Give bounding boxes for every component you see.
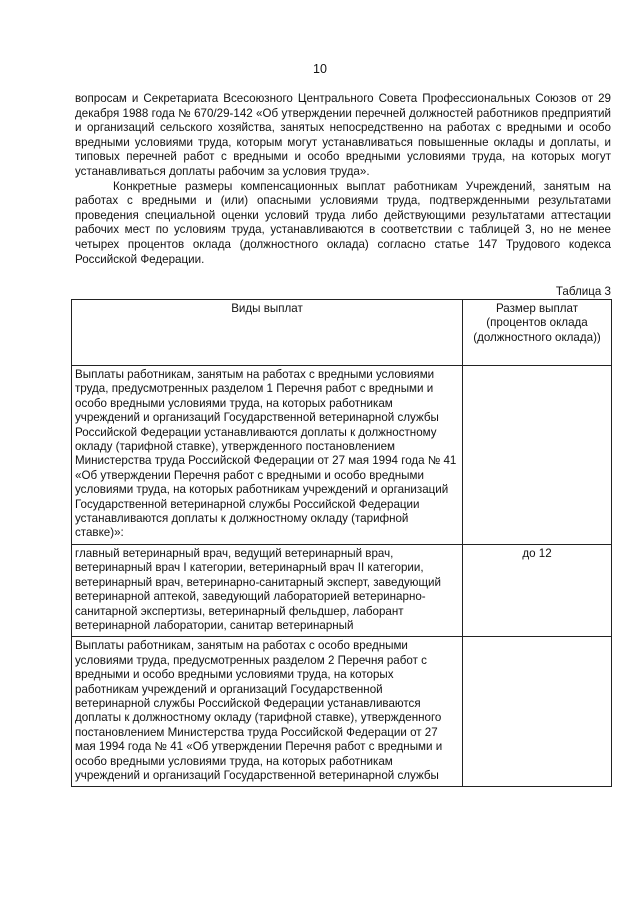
paragraph-compensation-sizes: Конкретные размеры компенсационных выплат работникам Учреждений, занятым на работах с вредными и (или) опасными условиями труда, подтвержденными результатами проведения специальной оценки условий труда либо действующими результатами аттестации рабочих мест по условиям труда, устанавливаются в соответствии с таблицей 3, но не менее четырех процентов оклада (должностного оклада) согласно статье 147 Трудового кодекса Российской Федерации. bbox=[75, 179, 611, 266]
body-text bbox=[75, 92, 611, 267]
table-row bbox=[72, 366, 612, 545]
payment-size-cell: до 12 bbox=[463, 544, 612, 636]
table-row bbox=[72, 637, 612, 787]
header-payment-type: Виды выплат bbox=[72, 300, 463, 366]
table-header-row bbox=[72, 300, 612, 366]
paragraph-continuation: вопросам и Секретариата Всесоюзного Центрального Совета Профессиональных Союзов от 29 декабря 1988 года № 670/29-142 «Об утверждении перечней должностей работников предприятий и организаций сельского хозяйства, занятых непосредственно на работах с вредными и особо вредными условиями труда, которым могут устанавливаться повышенные оклады и доплаты, и типовых перечней работ с вредными и особо вредными условиями труда, на которых могут устанавливаться доплаты рабочим за условия труда». bbox=[75, 92, 611, 178]
table-caption: Таблица 3 bbox=[555, 285, 611, 298]
payment-size-cell bbox=[463, 366, 612, 545]
payments-table bbox=[71, 299, 612, 787]
header-payment-size: Размер выплат (процентов оклада (должностного оклада)) bbox=[463, 300, 612, 366]
payment-type-cell: Выплаты работникам, занятым на работах с вредными условиями труда, предусмотренных разделом 1 Перечня работ с вредными и особо вредными условиями труда, на которых работникам учреждений и организаций Государственной ветеринарной службы Российской Федерации устанавливаются доплаты к должностному окладу (тарифной ставке), утвержденного постановлением Министерства труда Российской Федерации от 27 мая 1994 года № 41 «Об утверждении Перечня работ с вредными и особо вредными условиями труда, на которых работникам учреждений и организаций Государственной ветеринарной службы Российской Федерации устанавливаются доплаты к должностному окладу (тарифной ставке)»: bbox=[72, 366, 463, 545]
payment-size-cell bbox=[463, 637, 612, 787]
payment-type-cell: Выплаты работникам, занятым на работах с особо вредными условиями труда, предусмотренных разделом 2 Перечня работ с вредными и особо вредными условиями труда, на которых работникам учреждений и организаций Государственной ветеринарной службы Российской Федерации устанавливаются доплаты к должностному окладу (тарифной ставке), утвержденного постановлением Министерства труда Российской Федерации от 27 мая 1994 года № 41 «Об утверждении Перечня работ с вредными и особо вредными условиями труда, на которых работникам учреждений и организаций Государственной ветеринарной службы bbox=[72, 637, 463, 787]
page-number: 10 bbox=[313, 62, 327, 76]
payment-type-cell: главный ветеринарный врач, ведущий ветеринарный врач, ветеринарный врач I категории, ветеринарный врач II категории, ветеринарный врач, ветеринарно-санитарный эксперт, заведующий ветеринарной аптекой, заведующий лабораторией ветеринарно-санитарной экспертизы, ветеринарный фельдшер, лаборант ветеринарной лаборатории, санитар ветеринарный bbox=[72, 544, 463, 636]
table-row bbox=[72, 544, 612, 636]
